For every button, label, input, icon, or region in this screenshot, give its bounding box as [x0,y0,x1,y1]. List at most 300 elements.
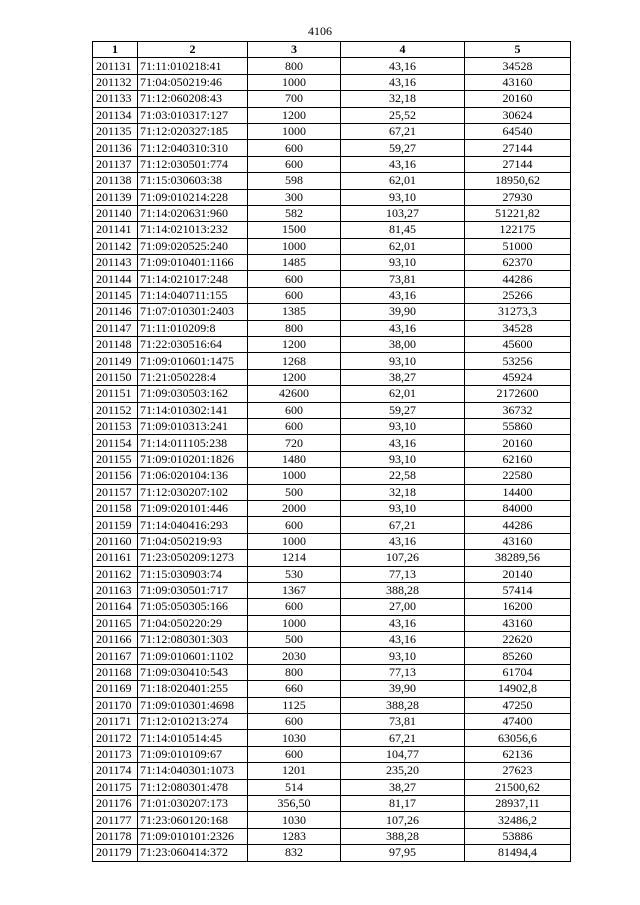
table-cell-col-2: 71:09:010301:4698 [138,697,248,713]
table-cell-col-1: 201162 [93,566,138,582]
table-cell-col-3: 500 [248,484,341,500]
table-cell-col-2: 71:11:010218:41 [138,58,248,74]
table-cell-col-4: 43,16 [341,156,465,172]
table-row [93,107,571,123]
table-cell-col-5: 36732 [465,402,571,418]
table-cell-col-5: 62136 [465,746,571,762]
table-cell-col-4: 388,28 [341,582,465,598]
table-cell-col-2: 71:15:030903:74 [138,566,248,582]
column-header-2: 2 [138,42,248,58]
table-row [93,664,571,680]
table-cell-col-4: 39,90 [341,681,465,697]
table-cell-col-2: 71:12:010213:274 [138,714,248,730]
table-cell-col-4: 43,16 [341,632,465,648]
table-cell-col-5: 34528 [465,320,571,336]
table-cell-col-2: 71:22:030516:64 [138,337,248,353]
table-cell-col-3: 1000 [248,74,341,90]
table-cell-col-5: 51000 [465,238,571,254]
table-cell-col-1: 201151 [93,386,138,402]
table-cell-col-1: 201144 [93,271,138,287]
table-cell-col-3: 356,50 [248,795,341,811]
table-cell-col-4: 59,27 [341,140,465,156]
table-row [93,746,571,762]
table-cell-col-2: 71:09:010401:1166 [138,255,248,271]
table-row [93,533,571,549]
table-cell-col-5: 21500,62 [465,779,571,795]
table-cell-col-4: 38,27 [341,369,465,385]
column-header-1: 1 [93,42,138,58]
table-cell-col-4: 388,28 [341,697,465,713]
table-cell-col-5: 43160 [465,74,571,90]
table-cell-col-4: 32,18 [341,484,465,500]
table-row [93,779,571,795]
table-cell-col-1: 201169 [93,681,138,697]
table-cell-col-5: 20160 [465,435,571,451]
table-cell-col-5: 44286 [465,271,571,287]
table-cell-col-2: 71:09:010109:67 [138,746,248,762]
table-body [93,58,571,861]
table-cell-col-3: 500 [248,632,341,648]
table-row [93,795,571,811]
table-row [93,353,571,369]
table-cell-col-2: 71:06:020104:136 [138,468,248,484]
table-row [93,173,571,189]
table-row [93,500,571,516]
table-row [93,402,571,418]
table-cell-col-3: 530 [248,566,341,582]
table-cell-col-2: 71:23:050209:1273 [138,550,248,566]
table-row [93,582,571,598]
table-cell-col-2: 71:12:020327:185 [138,123,248,139]
table-row [93,74,571,90]
table-cell-col-4: 43,16 [341,320,465,336]
table-cell-col-2: 71:03:010317:127 [138,107,248,123]
table-cell-col-3: 598 [248,173,341,189]
table-cell-col-2: 71:09:030410:543 [138,664,248,680]
table-cell-col-5: 34528 [465,58,571,74]
table-cell-col-3: 1030 [248,730,341,746]
table-cell-col-2: 71:14:020631:960 [138,205,248,221]
table-cell-col-3: 582 [248,205,341,221]
page-number: 4106 [308,24,332,38]
table-cell-col-4: 81,17 [341,795,465,811]
table-cell-col-4: 43,16 [341,287,465,303]
table-cell-col-3: 1000 [248,615,341,631]
table-row [93,648,571,664]
table-cell-col-1: 201177 [93,812,138,828]
table-cell-col-5: 64540 [465,123,571,139]
table-cell-col-2: 71:09:020525:240 [138,238,248,254]
table-cell-col-3: 1200 [248,369,341,385]
table-cell-col-3: 600 [248,140,341,156]
table-cell-col-4: 27,00 [341,599,465,615]
table-cell-col-1: 201165 [93,615,138,631]
table-cell-col-2: 71:05:050305:166 [138,599,248,615]
table-cell-col-5: 20140 [465,566,571,582]
table-row [93,156,571,172]
table-cell-col-3: 600 [248,156,341,172]
table-cell-col-2: 71:12:080301:303 [138,632,248,648]
table-cell-col-1: 201154 [93,435,138,451]
table-cell-col-4: 43,16 [341,74,465,90]
table-cell-col-2: 71:11:010209:8 [138,320,248,336]
table-cell-col-2: 71:09:020101:446 [138,500,248,516]
table-cell-col-5: 43160 [465,615,571,631]
table-row [93,845,571,861]
table-cell-col-3: 1200 [248,337,341,353]
table-cell-col-4: 25,52 [341,107,465,123]
table-cell-col-3: 600 [248,746,341,762]
table-cell-col-1: 201171 [93,714,138,730]
table-cell-col-5: 14902,8 [465,681,571,697]
table-row [93,271,571,287]
table-row [93,123,571,139]
table-cell-col-5: 31273,3 [465,304,571,320]
table-cell-col-5: 45600 [465,337,571,353]
table-cell-col-3: 800 [248,58,341,74]
table-row [93,730,571,746]
table-row [93,763,571,779]
table-cell-col-2: 71:21:050228:4 [138,369,248,385]
table-cell-col-2: 71:09:010201:1826 [138,451,248,467]
table-cell-col-2: 71:14:011105:238 [138,435,248,451]
table-cell-col-4: 67,21 [341,730,465,746]
table-cell-col-1: 201159 [93,517,138,533]
table-cell-col-3: 42600 [248,386,341,402]
table-cell-col-4: 73,81 [341,714,465,730]
table-cell-col-3: 1125 [248,697,341,713]
table-cell-col-5: 81494,4 [465,845,571,861]
table-cell-col-2: 71:12:030501:774 [138,156,248,172]
table-cell-col-5: 25266 [465,287,571,303]
table-cell-col-1: 201140 [93,205,138,221]
table-row [93,435,571,451]
table-cell-col-1: 201172 [93,730,138,746]
table-cell-col-3: 1030 [248,812,341,828]
table-cell-col-3: 1201 [248,763,341,779]
table-cell-col-2: 71:07:010301:2403 [138,304,248,320]
table-row [93,320,571,336]
table-cell-col-4: 93,10 [341,353,465,369]
table-cell-col-4: 81,45 [341,222,465,238]
table-cell-col-4: 59,27 [341,402,465,418]
table-cell-col-1: 201142 [93,238,138,254]
table-cell-col-3: 832 [248,845,341,861]
table-cell-col-1: 201148 [93,337,138,353]
table-cell-col-1: 201146 [93,304,138,320]
table-cell-col-1: 201134 [93,107,138,123]
table-cell-col-5: 62370 [465,255,571,271]
table-cell-col-1: 201168 [93,664,138,680]
table-cell-col-5: 53886 [465,828,571,844]
table-cell-col-5: 61704 [465,664,571,680]
table-cell-col-1: 201138 [93,173,138,189]
table-cell-col-3: 1385 [248,304,341,320]
table-row [93,205,571,221]
table-cell-col-3: 600 [248,287,341,303]
table-cell-col-5: 22620 [465,632,571,648]
table-cell-col-4: 77,13 [341,664,465,680]
header-row [93,42,571,58]
table-cell-col-4: 235,20 [341,763,465,779]
table-cell-col-3: 514 [248,779,341,795]
table-cell-col-2: 71:09:010601:1102 [138,648,248,664]
table-cell-col-2: 71:09:010601:1475 [138,353,248,369]
table-cell-col-4: 43,16 [341,58,465,74]
table-cell-col-5: 27144 [465,156,571,172]
table-cell-col-5: 43160 [465,533,571,549]
table-cell-col-2: 71:14:040416:293 [138,517,248,533]
table-cell-col-3: 1480 [248,451,341,467]
table-cell-col-5: 85260 [465,648,571,664]
table-cell-col-4: 62,01 [341,238,465,254]
table-cell-col-1: 201143 [93,255,138,271]
table-row [93,304,571,320]
table-cell-col-2: 71:18:020401:255 [138,681,248,697]
table-cell-col-2: 71:09:030501:717 [138,582,248,598]
table-cell-col-5: 55860 [465,418,571,434]
table-cell-col-1: 201133 [93,91,138,107]
table-row [93,484,571,500]
table-row [93,550,571,566]
table-cell-col-1: 201173 [93,746,138,762]
table-cell-col-2: 71:09:010101:2326 [138,828,248,844]
table-cell-col-5: 27930 [465,189,571,205]
table-cell-col-2: 71:04:050219:46 [138,74,248,90]
table-cell-col-4: 67,21 [341,123,465,139]
table-row [93,681,571,697]
table-cell-col-3: 660 [248,681,341,697]
table-cell-col-4: 67,21 [341,517,465,533]
table-row [93,222,571,238]
table-cell-col-4: 107,26 [341,812,465,828]
table-row [93,386,571,402]
table-cell-col-5: 16200 [465,599,571,615]
column-header-3: 3 [248,42,341,58]
table-cell-col-3: 1283 [248,828,341,844]
table-cell-col-3: 600 [248,418,341,434]
table-cell-col-1: 201175 [93,779,138,795]
table-cell-col-4: 43,16 [341,615,465,631]
table-cell-col-4: 93,10 [341,451,465,467]
table-cell-col-5: 14400 [465,484,571,500]
table-cell-col-1: 201174 [93,763,138,779]
table-cell-col-4: 93,10 [341,648,465,664]
table-cell-col-3: 600 [248,599,341,615]
table-row [93,828,571,844]
table-cell-col-3: 1500 [248,222,341,238]
table-cell-col-1: 201147 [93,320,138,336]
table-cell-col-3: 720 [248,435,341,451]
table-cell-col-5: 122175 [465,222,571,238]
table-cell-col-5: 44286 [465,517,571,533]
table-cell-col-3: 1367 [248,582,341,598]
table-cell-col-4: 97,95 [341,845,465,861]
table-cell-col-3: 2000 [248,500,341,516]
table-cell-col-1: 201164 [93,599,138,615]
table-row [93,91,571,107]
table-cell-col-4: 43,16 [341,533,465,549]
table-cell-col-2: 71:14:040711:155 [138,287,248,303]
table-cell-col-5: 84000 [465,500,571,516]
table-row [93,58,571,74]
table-cell-col-4: 77,13 [341,566,465,582]
table-cell-col-3: 2030 [248,648,341,664]
table-row [93,615,571,631]
table-cell-col-2: 71:12:040310:310 [138,140,248,156]
table-cell-col-2: 71:12:060208:43 [138,91,248,107]
table-cell-col-1: 201150 [93,369,138,385]
table-cell-col-3: 1000 [248,123,341,139]
table-cell-col-1: 201139 [93,189,138,205]
table-cell-col-3: 600 [248,271,341,287]
table-cell-col-2: 71:09:010313:241 [138,418,248,434]
table-cell-col-4: 39,90 [341,304,465,320]
table-cell-col-1: 201158 [93,500,138,516]
table-cell-col-5: 28937,11 [465,795,571,811]
table-row [93,140,571,156]
table-cell-col-1: 201156 [93,468,138,484]
table-cell-col-2: 71:23:060120:168 [138,812,248,828]
table-cell-col-2: 71:14:040301:1073 [138,763,248,779]
table-cell-col-3: 300 [248,189,341,205]
table-cell-col-1: 201141 [93,222,138,238]
table-cell-col-5: 2172600 [465,386,571,402]
table-cell-col-2: 71:04:050219:93 [138,533,248,549]
table-cell-col-5: 51221,82 [465,205,571,221]
table-row [93,255,571,271]
table-cell-col-3: 1485 [248,255,341,271]
table-row [93,418,571,434]
table-cell-col-1: 201136 [93,140,138,156]
table-cell-col-5: 30624 [465,107,571,123]
table-cell-col-1: 201167 [93,648,138,664]
table-cell-col-1: 201135 [93,123,138,139]
table-cell-col-3: 600 [248,714,341,730]
table-cell-col-1: 201161 [93,550,138,566]
table-row [93,566,571,582]
table-cell-col-3: 700 [248,91,341,107]
table-row [93,812,571,828]
table-row [93,238,571,254]
table-cell-col-1: 201170 [93,697,138,713]
table-cell-col-4: 107,26 [341,550,465,566]
table-cell-col-3: 600 [248,402,341,418]
table-cell-col-2: 71:14:010514:45 [138,730,248,746]
table-cell-col-1: 201176 [93,795,138,811]
table-cell-col-5: 57414 [465,582,571,598]
table-cell-col-1: 201166 [93,632,138,648]
table-row [93,369,571,385]
table-cell-col-5: 22580 [465,468,571,484]
table-cell-col-2: 71:15:030603:38 [138,173,248,189]
table-cell-col-3: 1214 [248,550,341,566]
table-cell-col-5: 47250 [465,697,571,713]
table-cell-col-5: 62160 [465,451,571,467]
table-cell-col-4: 93,10 [341,255,465,271]
table-cell-col-4: 62,01 [341,173,465,189]
table-cell-col-3: 1000 [248,238,341,254]
table-cell-col-4: 32,18 [341,91,465,107]
table-row [93,287,571,303]
table-cell-col-2: 71:14:021013:232 [138,222,248,238]
table-cell-col-4: 73,81 [341,271,465,287]
table-cell-col-3: 1000 [248,533,341,549]
data-table [92,41,571,862]
table-cell-col-4: 93,10 [341,418,465,434]
table-row [93,714,571,730]
table-cell-col-1: 201152 [93,402,138,418]
table-cell-col-2: 71:12:030207:102 [138,484,248,500]
table-row [93,697,571,713]
table-cell-col-4: 93,10 [341,500,465,516]
table-cell-col-5: 27623 [465,763,571,779]
table-cell-col-5: 53256 [465,353,571,369]
table-cell-col-2: 71:09:010214:228 [138,189,248,205]
table-cell-col-4: 388,28 [341,828,465,844]
table-cell-col-4: 38,00 [341,337,465,353]
table-cell-col-3: 1000 [248,468,341,484]
table-cell-col-1: 201131 [93,58,138,74]
table-cell-col-1: 201160 [93,533,138,549]
table-cell-col-5: 32486,2 [465,812,571,828]
table-cell-col-2: 71:23:060414:372 [138,845,248,861]
table-cell-col-5: 20160 [465,91,571,107]
table-cell-col-1: 201178 [93,828,138,844]
table-cell-col-1: 201132 [93,74,138,90]
table-cell-col-4: 22,58 [341,468,465,484]
table-cell-col-1: 201153 [93,418,138,434]
table-cell-col-2: 71:04:050220:29 [138,615,248,631]
table-cell-col-5: 47400 [465,714,571,730]
table-cell-col-1: 201179 [93,845,138,861]
table-cell-col-1: 201155 [93,451,138,467]
table-cell-col-3: 600 [248,517,341,533]
table-cell-col-2: 71:01:030207:173 [138,795,248,811]
table-cell-col-3: 1268 [248,353,341,369]
table-cell-col-2: 71:14:021017:248 [138,271,248,287]
table-cell-col-4: 103,27 [341,205,465,221]
column-header-5: 5 [465,42,571,58]
table-row [93,189,571,205]
table-cell-col-1: 201145 [93,287,138,303]
table-cell-col-5: 38289,56 [465,550,571,566]
table-cell-col-1: 201149 [93,353,138,369]
table-row [93,599,571,615]
table-cell-col-1: 201137 [93,156,138,172]
table-cell-col-3: 1200 [248,107,341,123]
table-cell-col-2: 71:09:030503:162 [138,386,248,402]
table-cell-col-2: 71:14:010302:141 [138,402,248,418]
table-cell-col-5: 63056,6 [465,730,571,746]
table-cell-col-3: 800 [248,664,341,680]
table-cell-col-2: 71:12:080301:478 [138,779,248,795]
table-cell-col-1: 201157 [93,484,138,500]
table-row [93,468,571,484]
table-cell-col-4: 104,77 [341,746,465,762]
table-row [93,451,571,467]
table-cell-col-4: 38,27 [341,779,465,795]
table-cell-col-5: 45924 [465,369,571,385]
table-cell-col-3: 800 [248,320,341,336]
table-cell-col-4: 62,01 [341,386,465,402]
table-row [93,517,571,533]
table-cell-col-5: 27144 [465,140,571,156]
table-cell-col-1: 201163 [93,582,138,598]
table-cell-col-4: 93,10 [341,189,465,205]
column-header-4: 4 [341,42,465,58]
table-row [93,632,571,648]
